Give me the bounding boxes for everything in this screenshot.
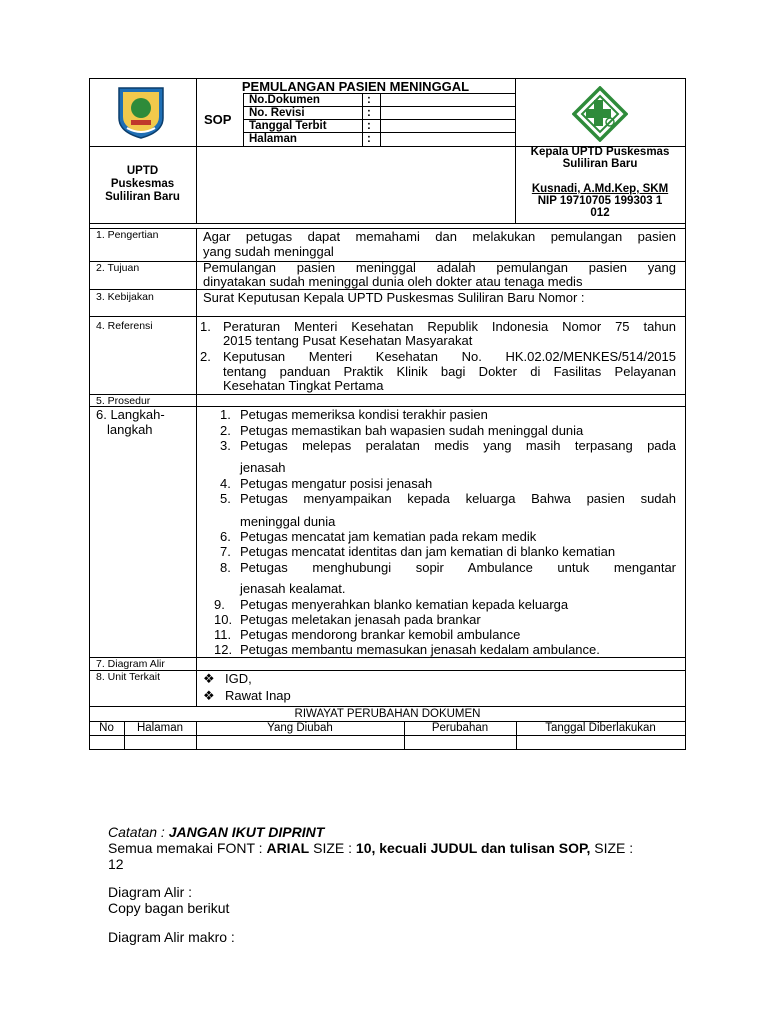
doc-field-label: Tanggal Terbit [249, 120, 327, 132]
sop-label: SOP [204, 112, 232, 127]
institution-line: UPTD [126, 165, 159, 177]
referensi-item: tentang panduan Praktik Klinik bagi Dokter di Fasilitas Pelayanan [223, 364, 676, 379]
diagram-alir-label: 7. Diagram Alir [96, 658, 165, 670]
referensi-num: 1. [200, 319, 211, 334]
signatory-nip: NIP 19710705 199303 1 [537, 195, 663, 207]
step-text: Petugas meletakan jenasah pada brankar [240, 612, 481, 627]
referensi-item: Keputusan Menteri Kesehatan No. HK.02.02/MENKES/514/2015 [223, 349, 676, 364]
step-text: Petugas mengatur posisi jenasah [240, 476, 433, 491]
signatory-position: Kepala UPTD Puskesmas [530, 146, 670, 158]
institution-line: Suliliran Baru [105, 191, 180, 203]
copy-note: Copy bagan berikut [108, 900, 230, 916]
doc-field-colon: : [367, 133, 371, 145]
step-text-cont: jenasah kealamat. [240, 581, 346, 596]
makro-note: Diagram Alir makro : [108, 929, 235, 945]
history-header: Perubahan [431, 722, 489, 734]
kebijakan-text: Surat Keputusan Kepala UPTD Puskesmas Suliliran Baru Nomor : [203, 290, 585, 305]
signatory-position: Suliliran Baru [562, 158, 638, 170]
unit-item: Rawat Inap [225, 688, 291, 703]
step-number: 9. [214, 597, 225, 612]
step-text: Petugas mencatat identitas dan jam kematian di blanko kematian [240, 544, 616, 559]
tujuan-text: dinyatakan sudah meninggal dunia oleh dokter atau tenaga medis [203, 274, 583, 289]
font-note-line2: 12 [108, 856, 124, 872]
step-number: 12. [214, 642, 233, 657]
step-text: Petugas melepas peralatan medis yang masih terpasang pada [240, 438, 676, 453]
history-header: Yang Diubah [267, 722, 333, 734]
diagram-alir-note: Diagram Alir : [108, 884, 193, 900]
history-header: Halaman [136, 722, 184, 734]
step-text: Petugas menghubungi sopir Ambulance untuk mengantar [240, 560, 676, 575]
institution-line: Puskesmas [110, 178, 175, 190]
step-number: 10. [214, 612, 233, 627]
signatory-name: Kusnadi, A.Md.Kep, SKM [531, 183, 669, 195]
step-text: Petugas membantu memasukan jenasah kedalam ambulance. [240, 642, 600, 657]
step-number: 2. [220, 423, 231, 438]
step-text-cont: meninggal dunia [240, 514, 336, 529]
signatory-nip: 012 [590, 207, 610, 219]
font-note-part: SIZE : [590, 840, 634, 856]
step-text-cont: jenasah [240, 460, 286, 475]
step-number: 3. [220, 438, 231, 453]
langkah-label: langkah [107, 422, 153, 437]
step-text: Petugas mendorong brankar kemobil ambulance [240, 627, 521, 642]
step-number: 1. [220, 407, 231, 422]
referensi-item: Kesehatan Tingkat Pertama [223, 378, 384, 393]
doc-field-label: No. Revisi [249, 107, 305, 119]
tujuan-label: 2. Tujuan [96, 262, 140, 274]
referensi-label: 4. Referensi [96, 320, 153, 332]
font-note-part: Semua memakai FONT : [108, 840, 267, 856]
catatan-note [108, 824, 324, 840]
history-title: RIWAYAT PERUBAHAN DOKUMEN [294, 708, 481, 720]
step-text: Petugas menyampaikan kepada keluarga Bahwa pasien sudah [240, 491, 676, 506]
diamond-bullet-icon: ❖ [203, 688, 215, 703]
font-note-part: ARIAL [266, 840, 310, 856]
history-header: No [99, 722, 114, 734]
prosedur-label: 5. Prosedur [96, 395, 151, 407]
kebijakan-label: 3. Kebijakan [96, 291, 154, 303]
doc-field-colon: : [367, 94, 371, 106]
doc-field-label: Halaman [249, 133, 297, 145]
unit-terkait-label: 8. Unit Terkait [96, 671, 160, 683]
step-text: Petugas memeriksa kondisi terakhir pasien [240, 407, 488, 422]
tujuan-text: Pemulangan pasien meninggal adalah pemulangan pasien yang [203, 260, 676, 275]
step-number: 11. [214, 627, 232, 642]
step-number: 5. [220, 491, 231, 506]
referensi-item: Peraturan Menteri Kesehatan Republik Indonesia Nomor 75 tahun [223, 319, 676, 334]
step-number: 4. [220, 476, 231, 491]
history-header: Tanggal Diberlakukan [545, 722, 656, 734]
doc-field-label: No.Dokumen [249, 94, 320, 106]
catatan-prefix: Catatan : [108, 824, 169, 840]
font-note [108, 840, 633, 856]
doc-field-colon: : [367, 107, 371, 119]
diamond-bullet-icon: ❖ [203, 671, 215, 686]
catatan-value: JANGAN IKUT DIPRINT [168, 824, 325, 840]
unit-item: IGD, [225, 671, 252, 686]
regional-emblem-icon [113, 84, 169, 140]
step-number: 8. [220, 560, 231, 575]
step-text: Petugas menyerahkan blanko kematian kepada keluarga [240, 597, 569, 612]
doc-field-colon: : [367, 120, 371, 132]
pengertian-text: yang sudah meninggal [203, 244, 334, 259]
pengertian-text: Agar petugas dapat memahami dan melakukan pemulangan pasien [203, 229, 676, 244]
referensi-num: 2. [200, 349, 211, 364]
step-text: Petugas mencatat jam kematian pada rekam medik [240, 529, 537, 544]
font-note-part: 10, kecuali JUDUL dan tulisan SOP, [355, 840, 591, 856]
pengertian-label: 1. Pengertian [96, 229, 159, 241]
step-number: 6. [220, 529, 231, 544]
font-note-part: SIZE : [309, 840, 356, 856]
step-number: 7. [220, 544, 231, 559]
referensi-item: 2015 tentang Pusat Kesehatan Masyarakat [223, 333, 473, 348]
document-title: PEMULANGAN PASIEN MENINGGAL [241, 79, 470, 94]
puskesmas-cross-logo-icon [572, 86, 628, 142]
langkah-label: 6. Langkah- [96, 407, 165, 422]
step-text: Petugas memastikan bah wapasien sudah meninggal dunia [240, 423, 584, 438]
